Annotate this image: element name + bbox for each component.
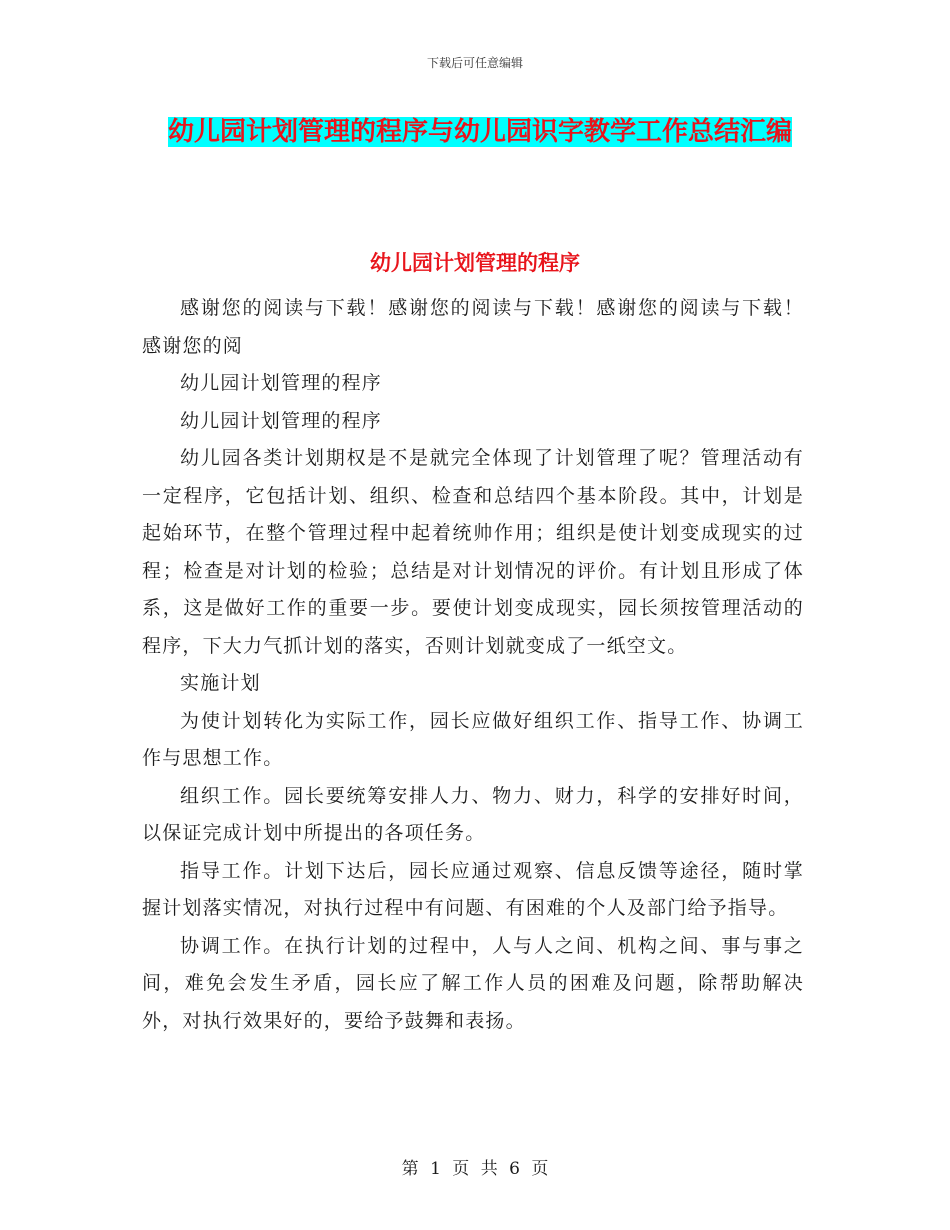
paragraph: 协调工作。在执行计划的过程中，人与人之间、机构之间、事与事之间，难免会发生矛盾，园长应了解工作人员的困难及问题，除帮助解决外，对执行效果好的，要给予鼓舞和表扬。 bbox=[142, 934, 804, 1032]
paragraph: 幼儿园计划管理的程序 bbox=[180, 409, 383, 432]
section-title: 幼儿园计划管理的程序 bbox=[370, 251, 580, 275]
paragraph: 感谢您的阅读与下载！感谢您的阅读与下载！感谢您的阅读与下载！感谢您的阅 bbox=[142, 297, 804, 357]
paragraph: 为使计划转化为实际工作，园长应做好组织工作、指导工作、协调工作与思想工作。 bbox=[142, 709, 804, 769]
paragraph: 实施计划 bbox=[180, 672, 261, 694]
page-number-footer: 第 1 页 共 6 页 bbox=[401, 1159, 549, 1179]
document-title-text: 幼儿园计划管理的程序与幼儿园识字教学工作总结汇编 bbox=[167, 117, 792, 147]
document-title bbox=[150, 110, 810, 154]
document-body bbox=[142, 290, 804, 1040]
paragraph: 幼儿园各类计划期权是不是就完全体现了计划管理了呢？管理活动有一定程序，它包括计划、组织、检查和总结四个基本阶段。其中，计划是起始环节，在整个管理过程中起着统帅作用；组织是使计划变成现实的过程；检查是对计划的检验；总结是对计划情况的评价。有计划且形成了体系，这是做好工作的重要一步。要使计划变成现实，园长须按管理活动的程序，下大力气抓计划的落实，否则计划就变成了一纸空文。 bbox=[142, 447, 804, 657]
paragraph: 幼儿园计划管理的程序 bbox=[180, 372, 383, 394]
paragraph: 指导工作。计划下达后，园长应通过观察、信息反馈等途径，随时掌握计划落实情况，对执行过程中有问题、有困难的个人及部门给予指导。 bbox=[142, 859, 804, 919]
paragraph: 组织工作。园长要统筹安排人力、物力、财力，科学的安排好时间，以保证完成计划中所提出的各项任务。 bbox=[142, 784, 804, 844]
header-note: 下载后可任意编辑 bbox=[426, 56, 523, 70]
